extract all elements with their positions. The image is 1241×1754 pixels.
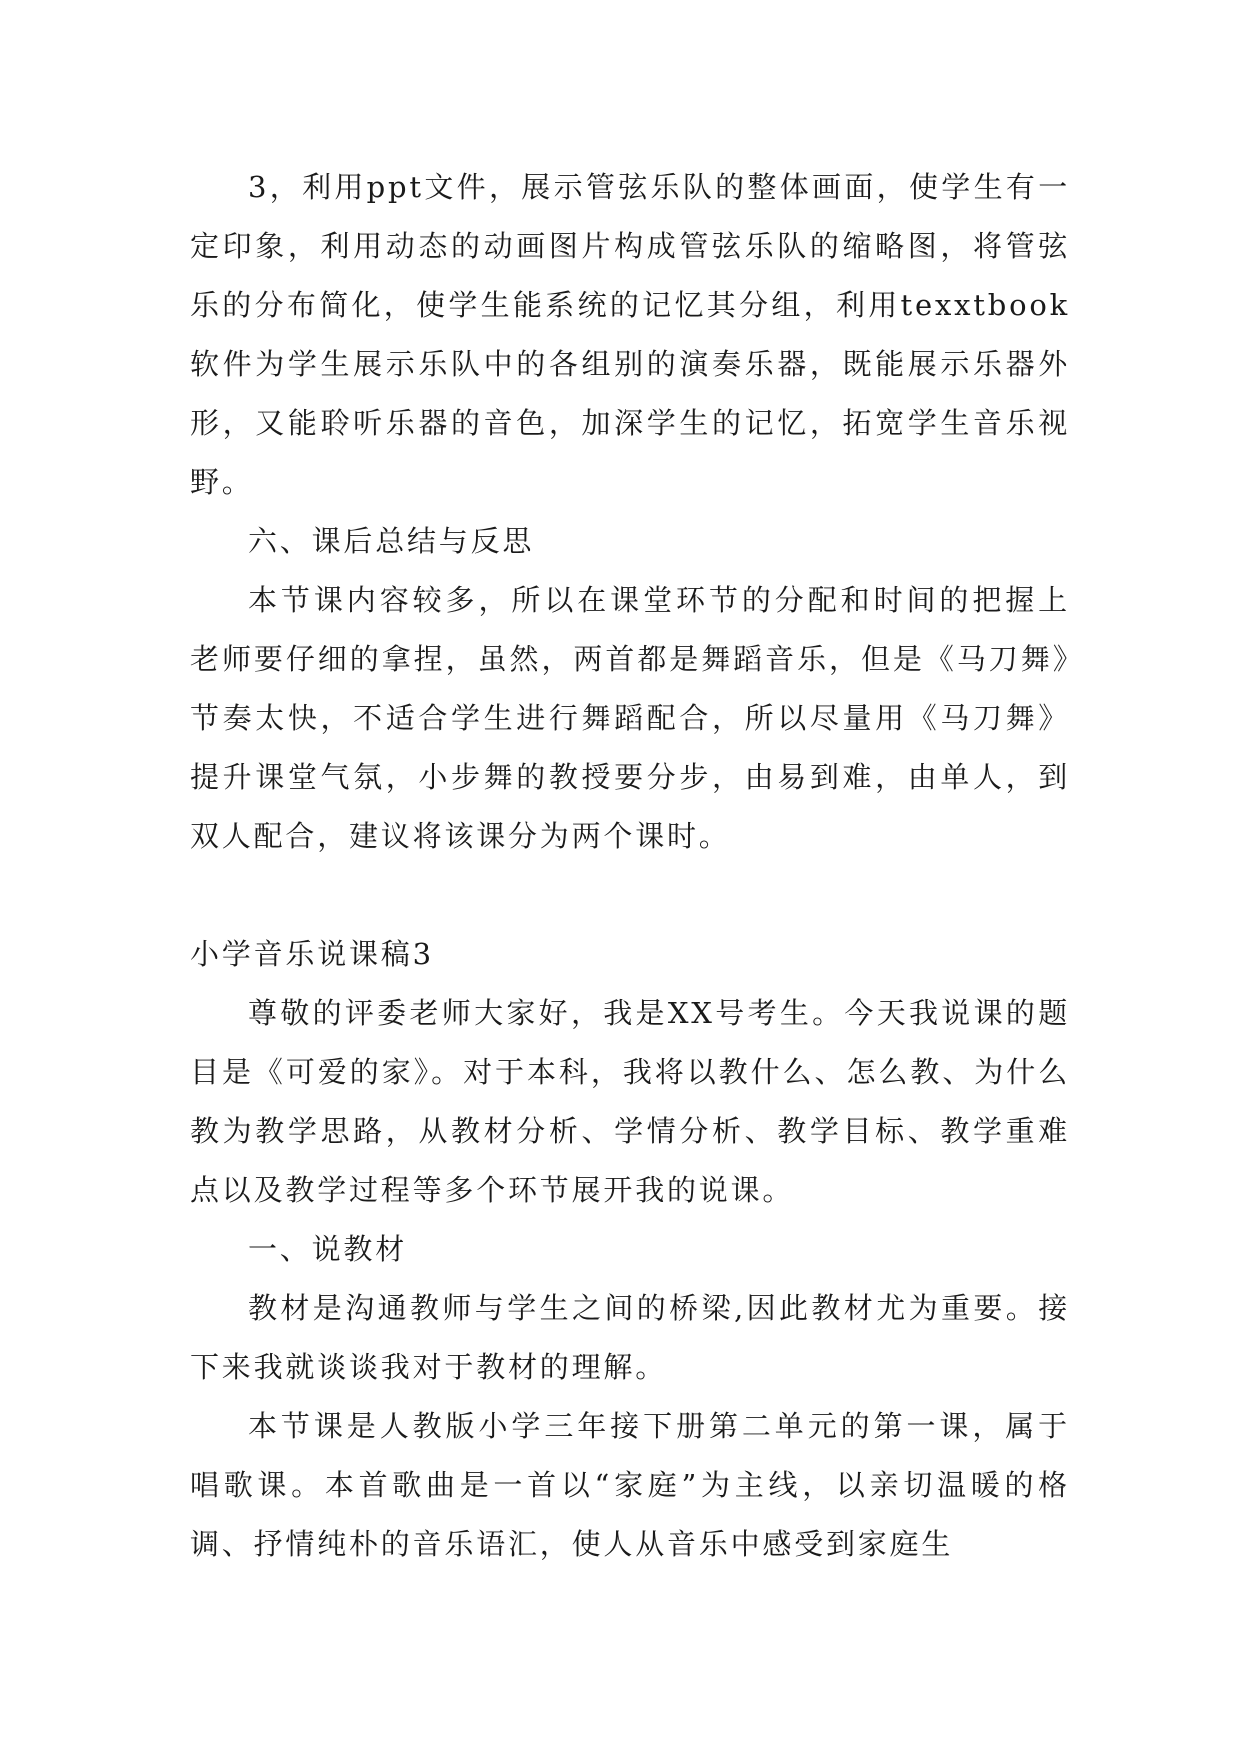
paragraph-textbook-bridge: 教材是沟通教师与学生之间的桥梁,因此教材尤为重要。接下来我就谈谈我对于教材的理解。 xyxy=(190,1291,1070,1384)
section-heading-summary: 六、课后总结与反思 xyxy=(248,524,535,558)
document-title: 小学音乐说课稿3 xyxy=(190,937,434,971)
paragraph-reflection: 本节课内容较多，所以在课堂环节的分配和时间的把握上老师要仔细的拿捏，虽然，两首都是舞蹈音乐，但是《马刀舞》节奏太快，不适合学生进行舞蹈配合，所以尽量用《马刀舞》提升课堂气氛，小步舞的教授要分步，由易到难，由单人，到双人配合，建议将该课分为两个课时。 xyxy=(190,583,1070,853)
paragraph-introduction: 尊敬的评委老师大家好，我是XX号考生。今天我说课的题目是《可爱的家》。对于本科，我将以教什么、怎么教、为什么教为教学思路，从教材分析、学情分析、教学目标、教学重难点以及教学过程等多个环节展开我的说课。 xyxy=(190,996,1070,1207)
section-heading-textbook: 一、说教材 xyxy=(248,1232,408,1266)
paragraph-lesson-description: 本节课是人教版小学三年接下册第二单元的第一课，属于唱歌课。本首歌曲是一首以“家庭”为主线，以亲切温暖的格调、抒情纯朴的音乐语汇，使人从音乐中感受到家庭生 xyxy=(190,1409,1070,1561)
document-page xyxy=(190,158,1070,1574)
paragraph-orchestra-ppt: 3，利用ppt文件，展示管弦乐队的整体画面，使学生有一定印象，利用动态的动画图片构成管弦乐队的缩略图，将管弦乐的分布简化，使学生能系统的记忆其分组，利用texxtbook软件为学生展示乐队中的各组别的演奏乐器，既能展示乐器外形，又能聆听乐器的音色，加深学生的记忆，拓宽学生音乐视野。 xyxy=(190,170,1070,499)
